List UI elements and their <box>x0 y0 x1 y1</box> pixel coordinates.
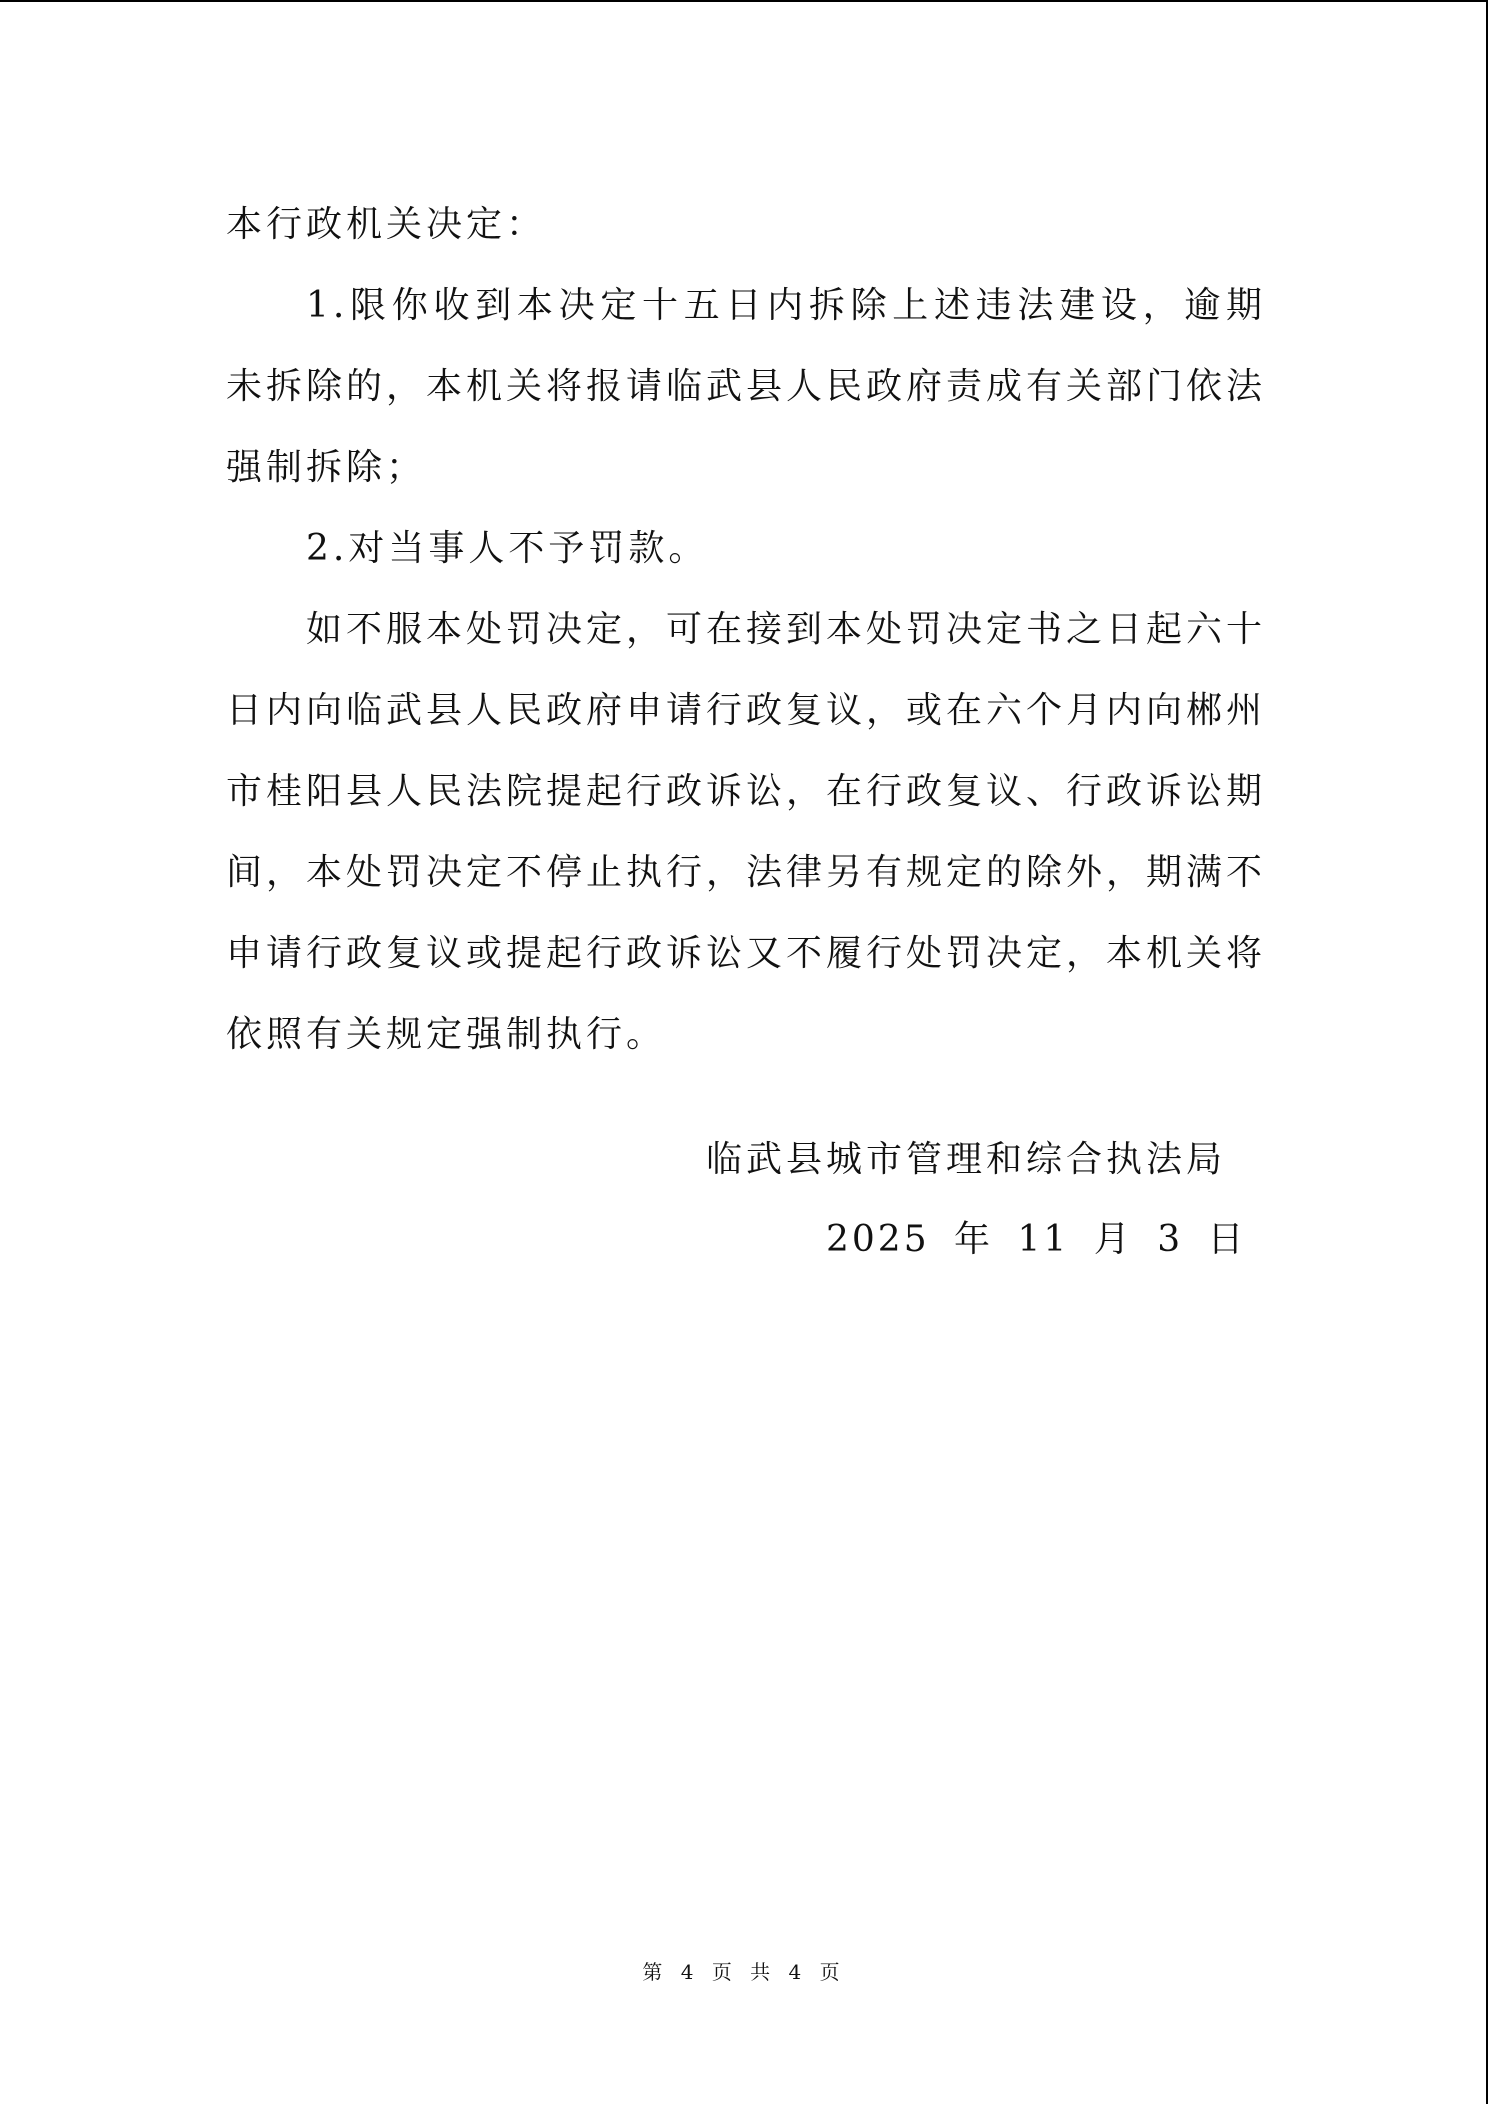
appeal-notice: 如不服本处罚决定，可在接到本处罚决定书之日起六十日内向临武县人民政府申请行政复议，或在六个月内向郴州市桂阳县人民法院提起行政诉讼，在行政复议、行政诉讼期间，本处罚决定不停止执行，法律另有规定的除外，期满不申请行政复议或提起行政诉讼又不履行处罚决定，本机关将依照有关规定强制执行。 <box>226 609 1267 1055</box>
page-number-footer: 第 4 页 共 4 页 <box>642 1960 846 1984</box>
decision-item-2: 2.对当事人不予罚款。 <box>306 528 709 569</box>
issuing-organization: 临武县城市管理和综合执法局 <box>706 1139 1227 1180</box>
top-border-line <box>0 0 1488 2</box>
decision-intro: 本行政机关决定： <box>226 204 547 245</box>
document-body <box>226 184 1266 1075</box>
decision-item-1: 1.限你收到本决定十五日内拆除上述违法建设，逾期未拆除的，本机关将报请临武县人民政府责成有关部门依法强制拆除； <box>226 285 1267 488</box>
signature-block <box>700 1120 1260 1280</box>
issue-date: 2025 年 11 月 3 日 <box>826 1219 1247 1260</box>
